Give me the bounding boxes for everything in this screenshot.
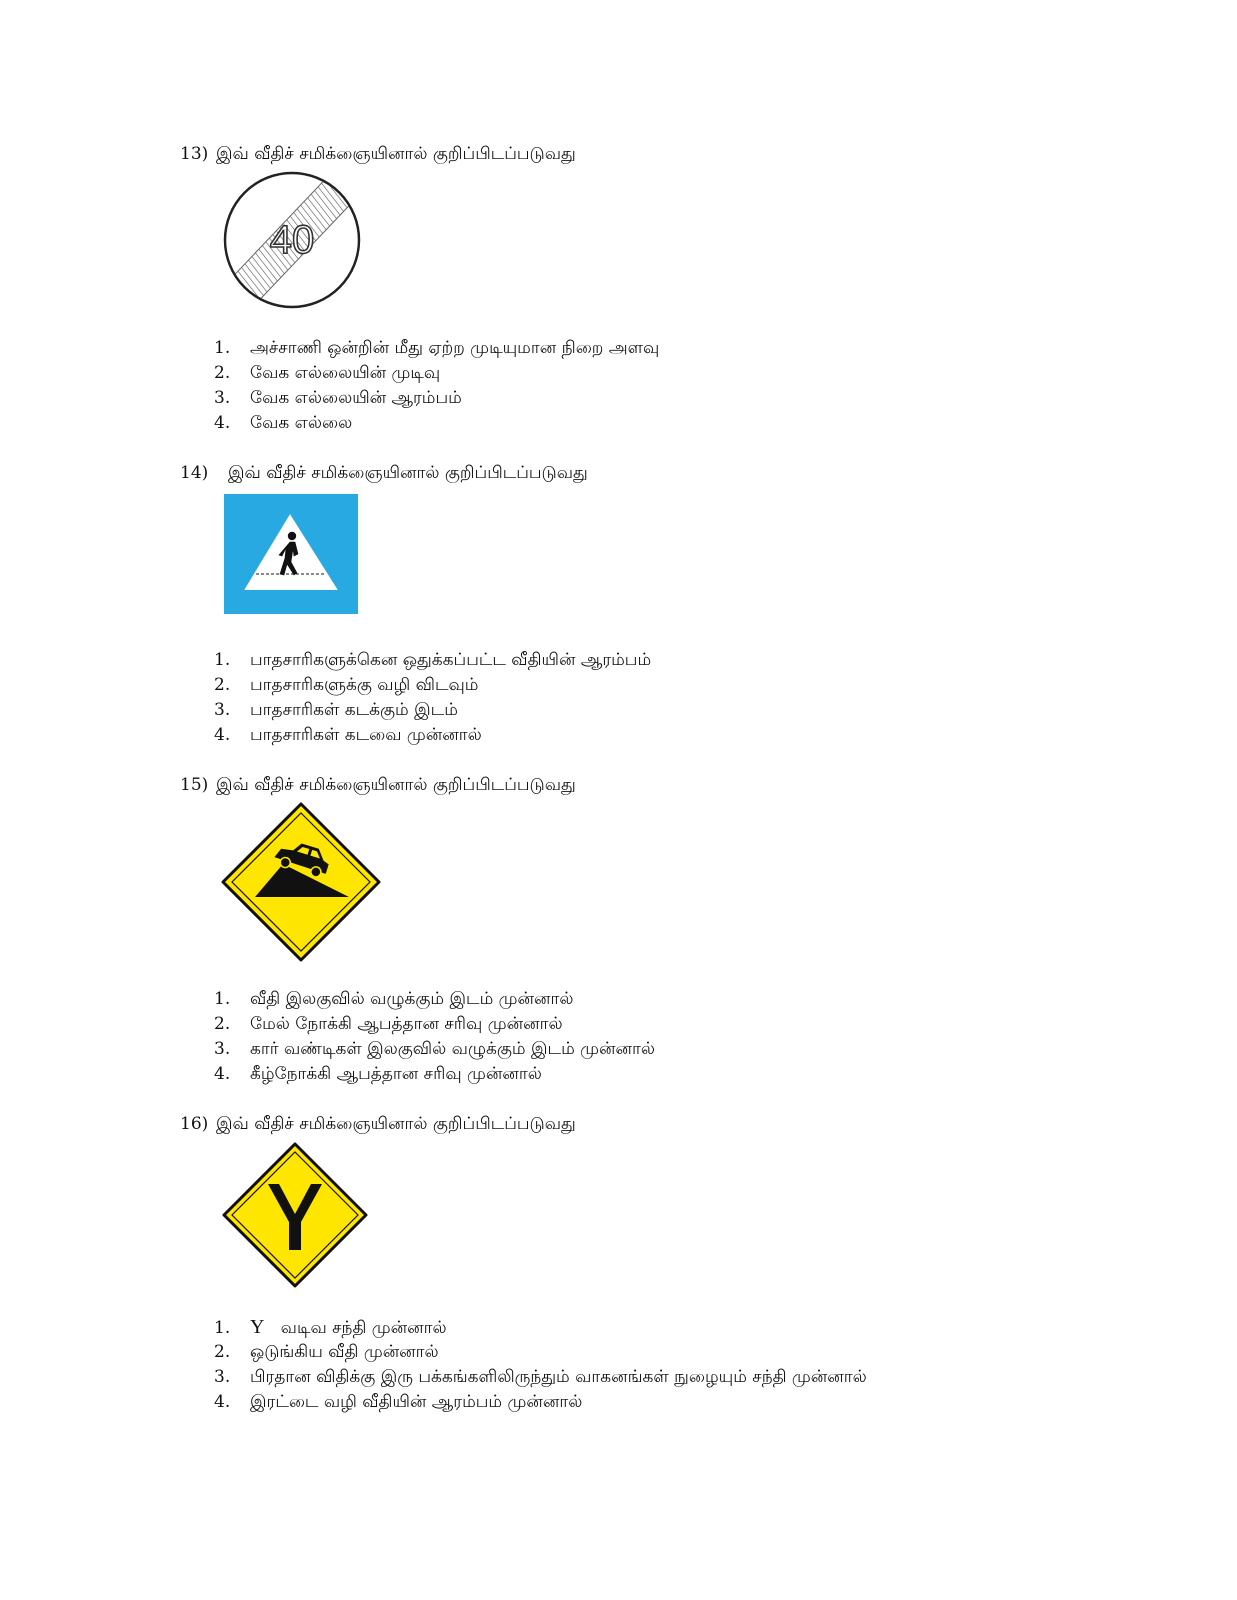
question-15-options xyxy=(214,987,655,1087)
option-number: 4. xyxy=(214,1392,231,1412)
option-number: 4. xyxy=(214,725,231,745)
option-text: பாதசாரிகள் கடவை முன்னால் xyxy=(250,725,482,745)
option-text: பாதசாரிகள் கடக்கும் இடம் xyxy=(250,700,458,720)
question-number: 16) xyxy=(180,1114,209,1134)
option-3[interactable] xyxy=(214,698,651,723)
option-text: கார் வண்டிகள் இலகுவில் வழுக்கும் இடம் முன்னால் xyxy=(250,1039,655,1059)
end-of-speed-limit-40-sign-icon xyxy=(222,170,362,310)
question-16-options xyxy=(214,1315,867,1415)
option-number: 2. xyxy=(214,1342,231,1362)
option-3[interactable] xyxy=(214,1365,867,1390)
option-4[interactable] xyxy=(214,1390,867,1415)
option-number: 4. xyxy=(214,413,231,433)
option-2[interactable] xyxy=(214,361,659,386)
question-text: இவ் வீதிச் சமிக்ஞையினால் குறிப்பிடப்படுவது xyxy=(228,463,588,483)
option-text: மேல் நோக்கி ஆபத்தான சரிவு முன்னால் xyxy=(250,1014,563,1034)
option-4[interactable] xyxy=(214,411,659,436)
option-text: வேக எல்லையின் ஆரம்பம் xyxy=(250,388,462,408)
option-letter: Y xyxy=(250,1316,265,1338)
option-1[interactable] xyxy=(214,648,651,673)
option-number: 2. xyxy=(214,363,231,383)
option-text: வேக எல்லையின் முடிவு xyxy=(250,363,441,383)
pedestrian-crossing-sign-icon xyxy=(224,494,358,614)
option-text: ஒடுங்கிய வீதி முன்னால் xyxy=(250,1342,439,1362)
question-number: 13) xyxy=(180,144,209,164)
option-number: 1. xyxy=(214,989,231,1009)
question-16-prompt xyxy=(180,1113,576,1135)
option-text: பாதசாரிகளுக்கு வழி விடவும் xyxy=(250,675,479,695)
question-number: 14) xyxy=(180,463,209,483)
question-number: 15) xyxy=(180,775,209,795)
option-text: பாதசாரிகளுக்கென ஒதுக்கப்பட்ட வீதியின் ஆரம்பம் xyxy=(250,650,652,670)
question-text: இவ் வீதிச் சமிக்ஞையினால் குறிப்பிடப்படுவது xyxy=(216,144,576,164)
option-number: 3. xyxy=(214,1039,231,1059)
option-1[interactable] xyxy=(214,987,655,1012)
question-13-options xyxy=(214,336,659,436)
option-text: வடிவ சந்தி முன்னால் xyxy=(280,1318,447,1338)
option-number: 1. xyxy=(214,1318,231,1338)
option-number: 1. xyxy=(214,338,231,358)
option-2[interactable] xyxy=(214,1340,867,1365)
option-number: 4. xyxy=(214,1064,231,1084)
option-number: 2. xyxy=(214,1014,231,1034)
option-3[interactable] xyxy=(214,386,659,411)
question-14-prompt xyxy=(180,462,588,484)
option-1[interactable] xyxy=(214,336,659,361)
option-2[interactable] xyxy=(214,673,651,698)
option-number: 1. xyxy=(214,650,231,670)
question-text: இவ் வீதிச் சமிக்ஞையினால் குறிப்பிடப்படுவது xyxy=(216,775,576,795)
option-number: 3. xyxy=(214,700,231,720)
option-text: பிரதான விதிக்கு இரு பக்கங்களிலிருந்தும் வாகனங்கள் நுழையும் சந்தி முன்னால் xyxy=(250,1367,867,1387)
question-13-prompt xyxy=(180,143,576,165)
option-text: கீழ்நோக்கி ஆபத்தான சரிவு முன்னால் xyxy=(250,1064,542,1084)
option-1[interactable] xyxy=(214,1315,867,1340)
steep-descent-sign-icon xyxy=(221,802,381,962)
question-text: இவ் வீதிச் சமிக்ஞையினால் குறிப்பிடப்படுவது xyxy=(216,1114,576,1134)
option-text: இரட்டை வழி வீதியின் ஆரம்பம் முன்னால் xyxy=(250,1392,583,1412)
option-2[interactable] xyxy=(214,1012,655,1037)
option-4[interactable] xyxy=(214,1062,655,1087)
option-number: 3. xyxy=(214,1367,231,1387)
option-text: வேக எல்லை xyxy=(250,413,353,433)
option-3[interactable] xyxy=(214,1037,655,1062)
question-14-options xyxy=(214,648,651,748)
option-text: வீதி இலகுவில் வழுக்கும் இடம் முன்னால் xyxy=(250,989,574,1009)
speed-limit-number: 40 xyxy=(269,218,315,262)
option-4[interactable] xyxy=(214,723,651,748)
option-number: 2. xyxy=(214,675,231,695)
y-junction-sign-icon xyxy=(222,1142,368,1288)
option-text: அச்சாணி ஒன்றின் மீது ஏற்ற முடியுமான நிறை அளவு xyxy=(250,338,660,358)
option-number: 3. xyxy=(214,388,231,408)
question-15-prompt xyxy=(180,774,576,796)
